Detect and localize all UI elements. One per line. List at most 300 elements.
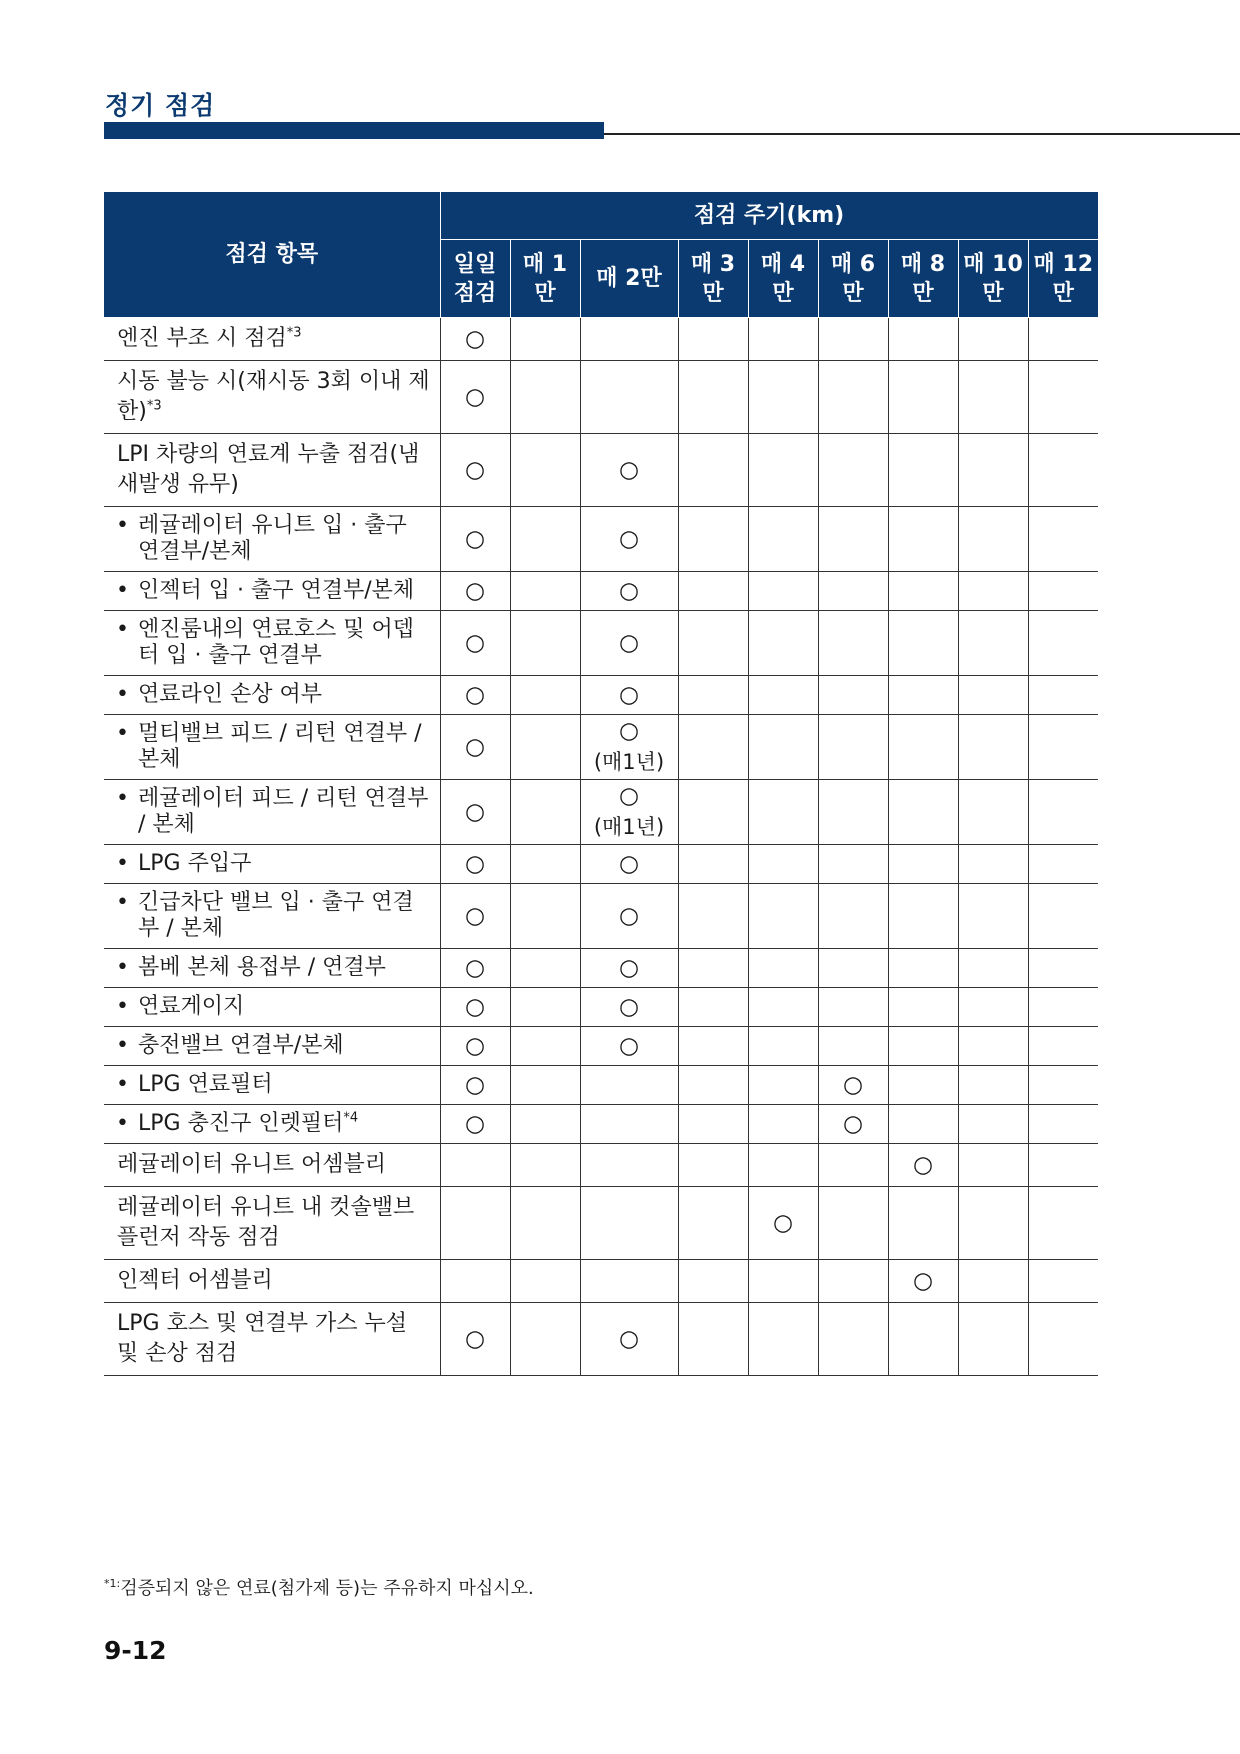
period-cell [888, 780, 958, 845]
table-row [104, 572, 1098, 611]
table-row [104, 949, 1098, 988]
period-cell [818, 715, 888, 780]
period-cell [678, 1105, 748, 1144]
period-cell [440, 318, 510, 361]
table-row [104, 361, 1098, 434]
period-cell [888, 1303, 958, 1376]
period-cell [958, 434, 1028, 507]
period-cell [748, 434, 818, 507]
period-header-cell: 매 4 만 [748, 240, 818, 318]
period-cell [440, 507, 510, 572]
period-cell [888, 611, 958, 676]
table-row [104, 1260, 1098, 1303]
inspection-item-label: 연료게이지 [138, 994, 245, 1019]
period-cell [1028, 1105, 1098, 1144]
period-cell [678, 1027, 748, 1066]
period-cell [748, 1260, 818, 1303]
period-cell [580, 1187, 678, 1260]
circle-mark-icon: ○ [618, 526, 640, 552]
period-cell [678, 949, 748, 988]
period-cell [510, 715, 580, 780]
period-cell [958, 1105, 1028, 1144]
inspection-item [104, 845, 440, 884]
table-row [104, 318, 1098, 361]
inspection-item-label: 엔진룸내의 연료호스 및 어뎁터 입 · 출구 연결부 [138, 617, 415, 668]
circle-mark-icon: ○ [464, 955, 486, 981]
inspection-item [104, 988, 440, 1027]
circle-mark-icon: ○ [464, 578, 486, 604]
period-cell [1028, 988, 1098, 1027]
inspection-item-label: 연료라인 손상 여부 [138, 682, 323, 707]
period-cell [748, 361, 818, 434]
period-cell [888, 1187, 958, 1260]
period-cell [958, 780, 1028, 845]
period-cell [818, 507, 888, 572]
page-number: 9-12 [104, 1636, 167, 1665]
period-cell [818, 1187, 888, 1260]
inspection-item-label: LPG 주입구 [138, 851, 252, 876]
period-cell [818, 434, 888, 507]
period-cell [888, 715, 958, 780]
bullet-icon: • [116, 1072, 129, 1097]
period-cell [888, 884, 958, 949]
circle-mark-icon: ○ [842, 1111, 864, 1137]
period-cell [510, 611, 580, 676]
period-cell [748, 507, 818, 572]
table-row [104, 1027, 1098, 1066]
period-cell [440, 845, 510, 884]
inspection-item [104, 507, 440, 572]
period-cell [818, 1066, 888, 1105]
footnote [104, 1574, 534, 1600]
period-header-cell: 매 12 만 [1028, 240, 1098, 318]
period-cell [888, 1260, 958, 1303]
period-cell [748, 1303, 818, 1376]
period-cell [580, 361, 678, 434]
inspection-item [104, 611, 440, 676]
period-cell [440, 1303, 510, 1376]
circle-mark-icon: ○ [464, 734, 486, 760]
inspection-item-label: 레귤레이터 피드 / 리턴 연결부 / 본체 [138, 786, 429, 837]
table-row [104, 676, 1098, 715]
period-cell [818, 572, 888, 611]
period-cell [1028, 361, 1098, 434]
inspection-item [104, 780, 440, 845]
circle-mark-icon: ○ [618, 457, 640, 483]
period-cell [818, 780, 888, 845]
period-cell [678, 507, 748, 572]
period-header-cell: 매 2만 [580, 240, 678, 318]
period-cell [958, 715, 1028, 780]
period-cell [580, 572, 678, 611]
inspection-item [104, 1144, 440, 1187]
period-cell [510, 884, 580, 949]
circle-mark-icon: ○ [618, 903, 640, 929]
period-cell [1028, 676, 1098, 715]
circle-mark-icon: ○ [618, 994, 640, 1020]
period-cell [510, 1187, 580, 1260]
item-header: 점검 항목 [104, 192, 440, 318]
footnote-text: 검증되지 않은 연료(첨가제 등)는 주유하지 마십시오. [120, 1578, 534, 1599]
period-cell [678, 676, 748, 715]
period-cell [748, 780, 818, 845]
period-cell [958, 949, 1028, 988]
inspection-item [104, 1066, 440, 1105]
period-cell [580, 434, 678, 507]
period-cell [510, 988, 580, 1027]
period-header-cell: 매 10 만 [958, 240, 1028, 318]
period-cell [580, 949, 678, 988]
circle-mark-icon: ○ [464, 903, 486, 929]
inspection-item-label: 엔진 부조 시 점검 [117, 326, 287, 351]
circle-mark-icon: ○ [618, 955, 640, 981]
inspection-item-label: 레귤레이터 유니트 어셈블리 [117, 1152, 387, 1177]
circle-mark-icon: ○ [618, 1033, 640, 1059]
period-cell [580, 318, 678, 361]
period-cell [958, 676, 1028, 715]
period-cell [678, 611, 748, 676]
period-cell [1028, 949, 1098, 988]
period-cell [580, 611, 678, 676]
inspection-item [104, 1187, 440, 1260]
period-cell [580, 676, 678, 715]
inspection-item-label: LPG 충진구 인렛필터 [138, 1111, 344, 1136]
period-cell [1028, 1260, 1098, 1303]
period-cell [440, 715, 510, 780]
period-cell [888, 845, 958, 884]
period-cell [440, 949, 510, 988]
inspection-item [104, 1105, 440, 1144]
inspection-item-label: 시동 불능 시(재시동 3회 이내 제한) [117, 369, 430, 424]
period-cell [440, 1144, 510, 1187]
period-cell [440, 1187, 510, 1260]
period-header-cell: 일일 점검 [440, 240, 510, 318]
period-cell [510, 1105, 580, 1144]
period-cell [958, 988, 1028, 1027]
period-cell [440, 434, 510, 507]
period-cell [1028, 715, 1098, 780]
table-row [104, 507, 1098, 572]
section-title: 정기 점검 [105, 91, 216, 120]
period-header-cell: 매 3 만 [678, 240, 748, 318]
inspection-item-label: 충전밸브 연결부/본체 [138, 1033, 344, 1058]
circle-mark-icon: ○ [618, 783, 640, 809]
period-cell [678, 780, 748, 845]
period-cell [888, 361, 958, 434]
inspection-item [104, 949, 440, 988]
title-rule-thick [104, 122, 604, 139]
inspection-item [104, 676, 440, 715]
inspection-item [104, 1027, 440, 1066]
period-cell [510, 1303, 580, 1376]
bullet-icon: • [116, 1111, 129, 1136]
circle-mark-icon: ○ [464, 384, 486, 410]
table-row [104, 884, 1098, 949]
inspection-item-label: 긴급차단 밸브 입 · 출구 연결부 / 본체 [138, 890, 414, 941]
period-cell [818, 1144, 888, 1187]
interval-note: (매1년) [593, 815, 665, 839]
period-cell [678, 1066, 748, 1105]
period-cell [1028, 1303, 1098, 1376]
period-cell [958, 318, 1028, 361]
period-cell [888, 507, 958, 572]
circle-mark-icon: ○ [912, 1152, 934, 1178]
period-cell [888, 1066, 958, 1105]
period-cell [818, 676, 888, 715]
period-cell [440, 572, 510, 611]
period-cell [580, 988, 678, 1027]
period-cell [818, 988, 888, 1027]
period-cell [580, 715, 678, 780]
period-cell [958, 507, 1028, 572]
circle-mark-icon: ○ [912, 1268, 934, 1294]
period-cell [510, 1027, 580, 1066]
inspection-item-label: LPI 차량의 연료계 누출 점검(냄새발생 유무) [117, 442, 420, 497]
period-cell [580, 1303, 678, 1376]
period-cell [818, 361, 888, 434]
bullet-icon: • [116, 1033, 129, 1058]
period-cell [678, 845, 748, 884]
period-cell [678, 1303, 748, 1376]
period-cell [888, 1027, 958, 1066]
period-cell [958, 1260, 1028, 1303]
period-cell [580, 1144, 678, 1187]
bullet-icon: • [116, 955, 129, 980]
period-cell [818, 884, 888, 949]
period-cell [888, 434, 958, 507]
circle-mark-icon: ○ [464, 799, 486, 825]
footnote-marker: *1: [104, 1577, 121, 1590]
circle-mark-icon: ○ [618, 1326, 640, 1352]
period-cell [510, 318, 580, 361]
table-row [104, 611, 1098, 676]
period-cell [440, 1105, 510, 1144]
title-rule-thin [604, 133, 1240, 135]
circle-mark-icon: ○ [772, 1210, 794, 1236]
inspection-item-label: LPG 호스 및 연결부 가스 누설 및 손상 점검 [117, 1311, 408, 1366]
table-row [104, 1105, 1098, 1144]
period-cell [818, 1105, 888, 1144]
period-cell [510, 1260, 580, 1303]
period-cell [678, 884, 748, 949]
table-row [104, 434, 1098, 507]
period-cell [888, 1105, 958, 1144]
footnote-ref: *4 [343, 1110, 359, 1126]
period-cell [818, 1303, 888, 1376]
period-cell [1028, 845, 1098, 884]
period-cell [1028, 434, 1098, 507]
period-cell [510, 1144, 580, 1187]
inspection-item-label: 레귤레이터 유니트 내 컷솔밸브 플런저 작동 점검 [117, 1195, 415, 1250]
period-cell [510, 361, 580, 434]
period-cell [580, 1066, 678, 1105]
period-cell [678, 1260, 748, 1303]
interval-note: (매1년) [593, 750, 665, 774]
period-cell [510, 845, 580, 884]
table-row [104, 1303, 1098, 1376]
period-cell [818, 318, 888, 361]
bullet-icon: • [116, 682, 129, 707]
inspection-item [104, 318, 440, 361]
period-cell [748, 318, 818, 361]
period-cell [958, 611, 1028, 676]
bullet-icon: • [116, 851, 129, 876]
bullet-icon: • [116, 786, 129, 811]
period-cell [748, 1187, 818, 1260]
inspection-item-label: 인젝터 어셈블리 [117, 1268, 273, 1293]
inspection-item [104, 361, 440, 434]
period-cell [580, 884, 678, 949]
period-cell [888, 1144, 958, 1187]
circle-mark-icon: ○ [464, 457, 486, 483]
circle-mark-icon: ○ [464, 630, 486, 656]
period-cell [678, 318, 748, 361]
period-header: 점검 주기(km) [440, 192, 1098, 240]
circle-mark-icon: ○ [842, 1072, 864, 1098]
footnote-ref: *3 [146, 398, 162, 414]
period-cell [580, 507, 678, 572]
period-cell [958, 884, 1028, 949]
period-cell [888, 572, 958, 611]
period-cell [510, 949, 580, 988]
period-cell [748, 611, 818, 676]
period-cell [748, 1066, 818, 1105]
inspection-item-label: 인젝터 입 · 출구 연결부/본체 [138, 578, 415, 603]
period-cell [678, 434, 748, 507]
circle-mark-icon: ○ [618, 578, 640, 604]
period-cell [440, 1027, 510, 1066]
bullet-icon: • [116, 890, 129, 915]
period-header-cell: 매 6 만 [818, 240, 888, 318]
inspection-item [104, 884, 440, 949]
inspection-item [104, 1260, 440, 1303]
period-cell [580, 1105, 678, 1144]
circle-mark-icon: ○ [464, 326, 486, 352]
period-cell [818, 949, 888, 988]
period-cell [678, 715, 748, 780]
period-header-cell: 매 1 만 [510, 240, 580, 318]
period-cell [748, 715, 818, 780]
inspection-item [104, 434, 440, 507]
period-cell [818, 611, 888, 676]
period-cell [440, 884, 510, 949]
period-cell [1028, 1066, 1098, 1105]
circle-mark-icon: ○ [618, 682, 640, 708]
period-cell [440, 780, 510, 845]
period-cell [748, 676, 818, 715]
period-cell [440, 611, 510, 676]
period-cell [678, 1187, 748, 1260]
circle-mark-icon: ○ [464, 526, 486, 552]
table-row [104, 715, 1098, 780]
period-header-cell: 매 8 만 [888, 240, 958, 318]
period-cell [580, 1027, 678, 1066]
period-cell [818, 845, 888, 884]
period-cell [748, 1105, 818, 1144]
period-cell [958, 1187, 1028, 1260]
period-cell [440, 988, 510, 1027]
table-row [104, 988, 1098, 1027]
period-cell [678, 361, 748, 434]
period-cell [1028, 884, 1098, 949]
circle-mark-icon: ○ [464, 682, 486, 708]
inspection-table [104, 192, 1099, 1376]
period-cell [958, 361, 1028, 434]
period-cell [510, 780, 580, 845]
period-cell [1028, 780, 1098, 845]
bullet-icon: • [116, 578, 129, 603]
period-cell [510, 434, 580, 507]
period-cell [440, 1260, 510, 1303]
circle-mark-icon: ○ [464, 851, 486, 877]
circle-mark-icon: ○ [618, 851, 640, 877]
period-cell [678, 1144, 748, 1187]
bullet-icon: • [116, 994, 129, 1019]
circle-mark-icon: ○ [464, 1326, 486, 1352]
period-cell [510, 507, 580, 572]
period-cell [510, 676, 580, 715]
period-cell [440, 676, 510, 715]
table-row [104, 1066, 1098, 1105]
period-cell [580, 1260, 678, 1303]
period-cell [580, 845, 678, 884]
period-cell [888, 988, 958, 1027]
period-cell [1028, 318, 1098, 361]
circle-mark-icon: ○ [464, 994, 486, 1020]
period-cell [958, 1144, 1028, 1187]
period-cell [748, 845, 818, 884]
period-cell [958, 1027, 1028, 1066]
bullet-icon: • [116, 721, 129, 746]
circle-mark-icon: ○ [464, 1111, 486, 1137]
bullet-icon: • [116, 513, 129, 538]
inspection-item [104, 1303, 440, 1376]
period-cell [678, 572, 748, 611]
circle-mark-icon: ○ [618, 630, 640, 656]
circle-mark-icon: ○ [618, 718, 640, 744]
circle-mark-icon: ○ [464, 1033, 486, 1059]
inspection-item-label: 레귤레이터 유니트 입 · 출구 연결부/본체 [138, 513, 407, 564]
period-cell [748, 884, 818, 949]
period-cell [440, 361, 510, 434]
period-cell [748, 1027, 818, 1066]
inspection-item-label: 멀티밸브 피드 / 리턴 연결부 / 본체 [138, 721, 422, 772]
period-cell [510, 1066, 580, 1105]
table-row [104, 1187, 1098, 1260]
period-cell [1028, 572, 1098, 611]
footnote-ref: *3 [286, 325, 302, 341]
table-row [104, 1144, 1098, 1187]
inspection-item-label: 봄베 본체 용접부 / 연결부 [138, 955, 386, 980]
period-cell [958, 1066, 1028, 1105]
circle-mark-icon: ○ [464, 1072, 486, 1098]
period-cell [748, 988, 818, 1027]
inspection-item-label: LPG 연료필터 [138, 1072, 273, 1097]
period-cell [1028, 1144, 1098, 1187]
period-cell [440, 1066, 510, 1105]
inspection-item [104, 572, 440, 611]
period-cell [678, 988, 748, 1027]
period-cell [958, 845, 1028, 884]
period-cell [580, 780, 678, 845]
period-cell [958, 572, 1028, 611]
period-cell [888, 676, 958, 715]
period-cell [818, 1027, 888, 1066]
bullet-icon: • [116, 617, 129, 642]
period-cell [958, 1303, 1028, 1376]
table-row [104, 845, 1098, 884]
period-cell [1028, 611, 1098, 676]
